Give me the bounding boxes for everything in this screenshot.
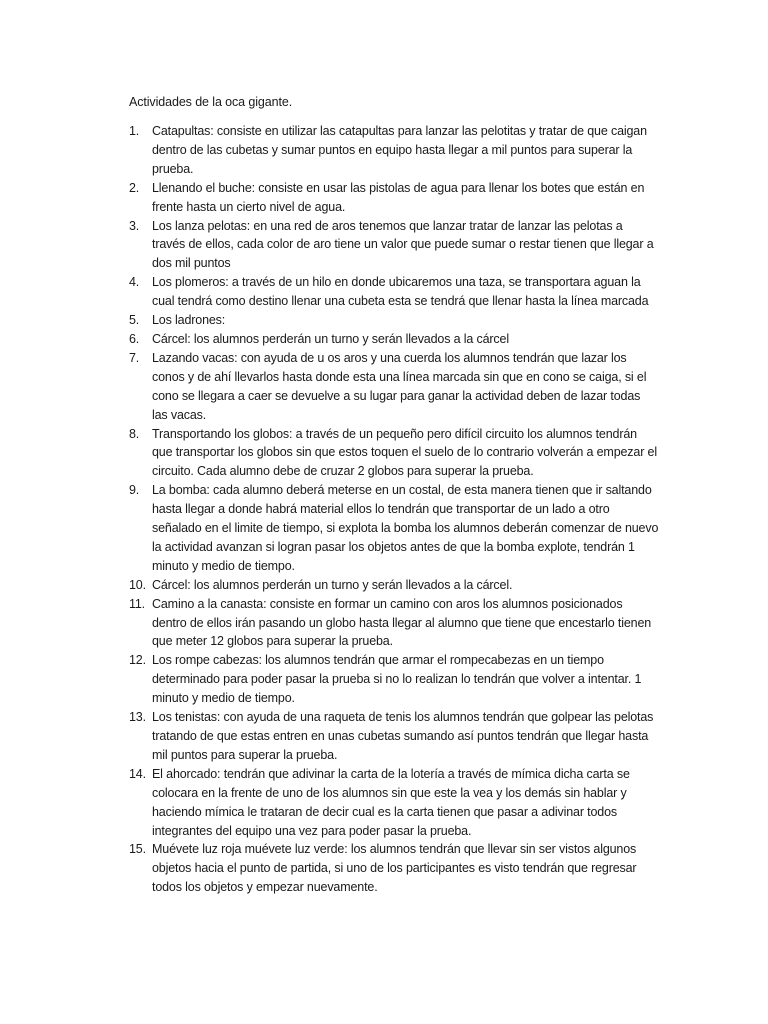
- activity-item: [129, 481, 659, 576]
- activity-item-text: Lazando vacas: con ayuda de u os aros y una cuerda los alumnos tendrán que lazar los conos y de ahí llevarlos hasta donde esta una línea marcada sin que en cono se caiga, si el cono se llegara a caer se devuelve a su lugar para ganar la actividad deben de lazar todas las vacas.: [152, 350, 647, 422]
- activity-item-text: Los plomeros: a través de un hilo en donde ubicaremos una taza, se transportara aguan la cual tendrá como destino llenar una cubeta esta se tendrá que llenar hasta la línea marcada: [152, 275, 649, 309]
- activity-item: [129, 765, 659, 841]
- activity-item-text: Cárcel: los alumnos perderán un turno y serán llevados a la cárcel: [152, 331, 509, 346]
- activity-item-number: 15.: [129, 842, 146, 857]
- activity-item-number: 6.: [129, 331, 140, 346]
- activity-item: [129, 349, 659, 425]
- activity-item-text: Los tenistas: con ayuda de una raqueta de tenis los alumnos tendrán que golpear las pelotas tratando de que estas entren en unas cubetas sumando así puntos tendrán que llegar hasta mil puntos para superar la prueba.: [152, 710, 654, 762]
- activity-item-number: 5.: [129, 313, 140, 328]
- activity-item-number: 11.: [129, 596, 145, 611]
- activity-item: [129, 217, 659, 274]
- activity-item: [129, 651, 659, 708]
- activity-item-number: 7.: [129, 350, 140, 365]
- activity-item: [129, 840, 659, 897]
- activity-item-number: 8.: [129, 426, 140, 441]
- activity-item: [129, 273, 659, 311]
- activity-item: [129, 425, 659, 482]
- activity-item: [129, 122, 659, 179]
- activity-item-number: 12.: [129, 653, 146, 668]
- activity-item-number: 3.: [129, 218, 140, 233]
- activity-item-text: Transportando los globos: a través de un pequeño pero difícil circuito los alumnos tendrán que transportar los globos sin que estos toquen el suelo de lo contrario volverán a empezar el circuito. Cada alumno debe de cruzar 2 globos para superar la prueba.: [152, 426, 657, 479]
- activity-item: [129, 311, 659, 330]
- activity-item-text: El ahorcado: tendrán que adivinar la carta de la lotería a través de mímica dicha carta se colocara en la frente de uno de los alumnos sin que este la vea y los demás sin hablar y haciendo mímica le trataran de decir cual es la carta tienen que pasar a adivinar todos integrantes del equipo una vez para poder pasar la prueba.: [152, 766, 630, 838]
- activity-item-number: 13.: [129, 710, 146, 725]
- activity-item-text: Catapultas: consiste en utilizar las catapultas para lanzar las pelotitas y tratar de que caigan dentro de las cubetas y sumar puntos en equipo hasta llegar a mil puntos para superar la prueba.: [152, 124, 647, 176]
- activity-item-number: 4.: [129, 275, 140, 290]
- activity-item: [129, 708, 659, 765]
- activity-list: [129, 122, 659, 897]
- activity-item-number: 14.: [129, 766, 146, 781]
- activity-item-text: Muévete luz roja muévete luz verde: los alumnos tendrán que llevar sin ser vistos algunos objetos hacia el punto de partida, si uno de los participantes es visto tendrán que regresar todos los objetos y empezar nuevamente.: [152, 842, 637, 895]
- activity-item: [129, 179, 659, 217]
- activity-item: [129, 595, 659, 652]
- activity-item-number: 1.: [129, 124, 140, 138]
- activity-item-text: Camino a la canasta: consiste en formar un camino con aros los alumnos posicionados dentro de ellos irán pasando un globo hasta llegar al alumno que tiene que encestarlo tienen que meter 12 globos para superar la prueba.: [152, 596, 652, 649]
- activity-item-text: Llenando el buche: consiste en usar las pistolas de agua para llenar los botes que están en frente hasta un cierto nivel de agua.: [152, 180, 645, 214]
- activity-item-text: Los rompe cabezas: los alumnos tendrán que armar el rompecabezas en un tiempo determinado para poder pasar la prueba si no lo realizan lo tendrán que volver a intentar. 1 minuto y medio de tiempo.: [152, 653, 642, 706]
- activity-item-text: Los lanza pelotas: en una red de aros tenemos que lanzar tratar de lanzar las pelotas a través de ellos, cada color de aro tiene un valor que puede sumar o restar tienen que llegar a dos mil puntos: [152, 218, 654, 271]
- activity-item-text: Cárcel: los alumnos perderán un turno y serán llevados a la cárcel.: [152, 577, 513, 592]
- activity-item-number: 10.: [129, 577, 146, 592]
- activity-item: [129, 576, 659, 595]
- activity-item-number: 2.: [129, 180, 140, 195]
- document-title: Actividades de la oca gigante.: [129, 95, 293, 109]
- activity-item-text: La bomba: cada alumno deberá meterse en un costal, de esta manera tienen que ir saltando hasta llegar a donde habrá material ellos lo tendrán que transportar de un lado a otro señalado en el limite de tiempo, si explota la bomba los alumnos deberán comenzar de nuevo la actividad avanzan si logran pasar los objetos antes de que la bomba explote, tendrán 1 minuto y medio de tiempo.: [152, 483, 659, 573]
- activity-item-text: Los ladrones:: [152, 313, 226, 328]
- activity-item-number: 9.: [129, 483, 140, 498]
- activity-item: [129, 330, 659, 349]
